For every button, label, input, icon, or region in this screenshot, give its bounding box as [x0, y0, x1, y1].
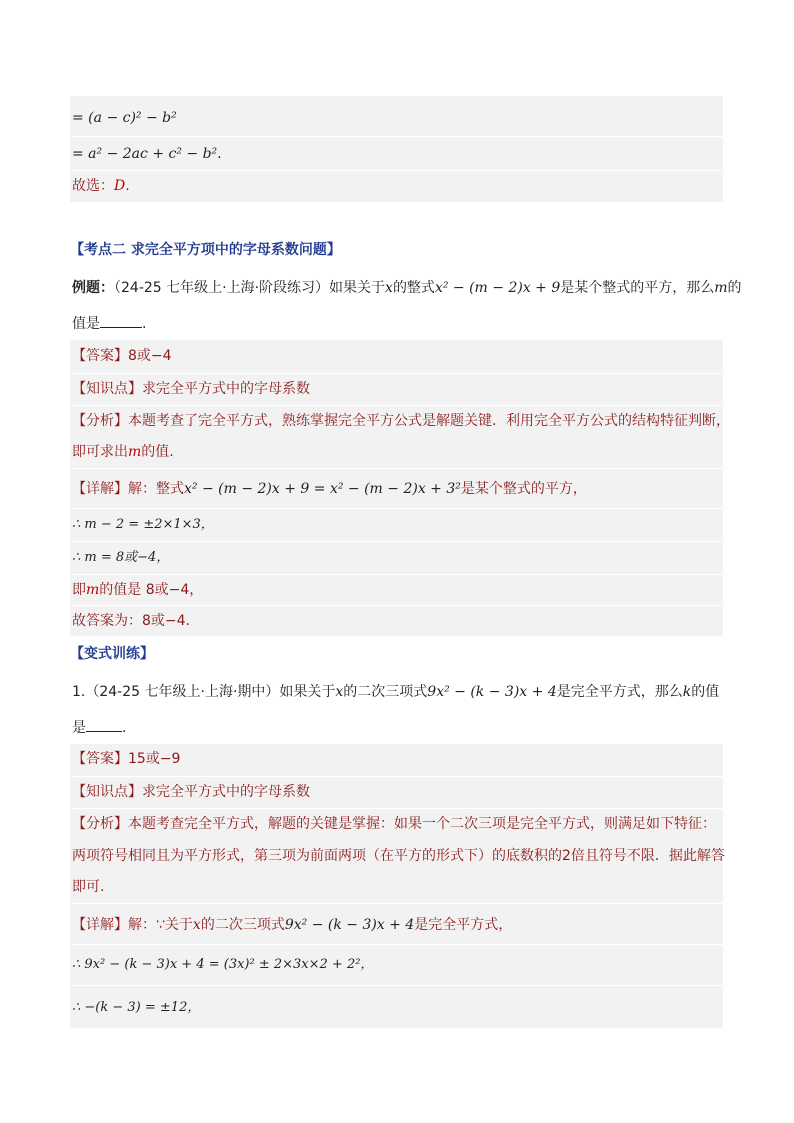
answer-line [72, 346, 172, 366]
choice-suffix: . [125, 178, 130, 194]
var-x: x [192, 917, 201, 933]
equation-line: = (a − c)² − b² [72, 110, 177, 126]
separator [70, 136, 723, 137]
detail-expression: 9x² − (k − 3)x + 4 [284, 917, 415, 933]
separator [70, 405, 723, 406]
detail-expression: x² − (m − 2)x + 9 = x² − (m − 2)x + 3² [184, 481, 461, 497]
variant-heading: 【变式训练】 [70, 646, 154, 662]
variant-question-line1 [72, 682, 719, 702]
detail-text: 是某个整式的平方， [460, 481, 587, 497]
detail-line [72, 479, 587, 499]
analysis-label: 【分析】 [72, 413, 128, 429]
question-text: . [122, 720, 127, 736]
analysis-text: 本题考查了完全平方式，熟练掌握完全平方公式是解题关键．利用完全平方公式的结构特征判断， [128, 413, 730, 429]
variant-question-line2 [72, 718, 126, 738]
separator [70, 508, 723, 509]
question-text: 是 [72, 720, 86, 736]
answer-line [72, 749, 180, 769]
step-line: ∴ m = 8或−4， [72, 550, 170, 565]
choice-answer: D [114, 178, 126, 194]
example-label: 例题： [72, 280, 114, 296]
separator [70, 808, 723, 809]
knowledge-label: 【知识点】 [72, 784, 142, 800]
analysis-line2: 两项符号相同且为平方形式，第三项为前面两项（在平方的形式下）的底数积的2倍且符号不限．据此解答 [72, 848, 725, 864]
question-text: （24-25 七年级上·上海·期中）如果关于 [85, 684, 336, 700]
separator [70, 944, 723, 945]
detail-line [72, 915, 512, 935]
separator [70, 985, 723, 986]
analysis-text: 本题考查完全平方式，解题的关键是掌握：如果一个二次三项是完全平方式，则满足如下特征： [128, 816, 716, 832]
step-line [72, 580, 203, 600]
example-text: （24-25 七年级上·上海·阶段练习）如果关于 [114, 280, 386, 296]
step-text: 的值是 8或−4， [99, 582, 204, 598]
detail-text: 解：整式 [128, 481, 184, 497]
detail-text: 是完全平方式， [414, 917, 513, 933]
detail-label: 【详解】 [72, 917, 128, 933]
answer-text: 8或−4 [128, 348, 172, 364]
step-line: 故答案为：8或−4. [72, 613, 190, 629]
separator [70, 574, 723, 575]
separator [70, 170, 723, 171]
knowledge-text: 求完全平方式中的字母系数 [142, 784, 310, 800]
step-line: ∴ 9x² − (k − 3)x + 4 = (3x)² ± 2×3x×2 + 2²， [72, 957, 374, 972]
step-text: 即 [72, 582, 86, 598]
question-text: 是完全平方式，那么 [556, 684, 683, 700]
detail-label: 【详解】 [72, 481, 128, 497]
var-m: m [714, 280, 728, 296]
separator [70, 468, 723, 469]
example-question-line2 [72, 314, 146, 334]
analysis-text: 的值. [141, 444, 174, 460]
example-expression: x² − (m − 2)x + 9 [434, 280, 561, 296]
example-text: 是某个整式的平方，那么 [560, 280, 715, 296]
choice-line [72, 176, 130, 196]
knowledge-line [72, 379, 310, 399]
question-number: 1. [72, 684, 86, 700]
example-text: 的 [727, 280, 742, 296]
var-x: x [335, 684, 344, 700]
choice-prefix: 故选： [72, 178, 114, 194]
answer-label: 【答案】 [72, 348, 128, 364]
analysis-line3: 即可. [72, 879, 105, 895]
equation-line: = a² − 2ac + c² − b². [72, 146, 222, 162]
answer-label: 【答案】 [72, 751, 128, 767]
var-k: k [682, 684, 692, 700]
knowledge-label: 【知识点】 [72, 381, 142, 397]
knowledge-text: 求完全平方式中的字母系数 [142, 381, 310, 397]
analysis-text: 即可求出 [72, 444, 128, 460]
step-line: ∴ m − 2 = ±2×1×3， [72, 517, 214, 532]
question-text: 的二次三项式 [343, 684, 428, 700]
analysis-line2 [72, 442, 174, 462]
answer-text: 15或−9 [128, 751, 181, 767]
example-question-line1 [72, 278, 742, 298]
separator [70, 373, 723, 374]
separator [70, 776, 723, 777]
var-m: m [128, 444, 142, 460]
question-text: 的值 [691, 684, 720, 700]
detail-text: 的二次三项式 [200, 917, 285, 933]
example-text: . [142, 316, 147, 332]
example-text: 值是 [72, 316, 100, 332]
section-heading: 【考点二 求完全平方项中的字母系数问题】 [70, 242, 341, 258]
var-m: m [86, 582, 100, 598]
var-x: x [385, 280, 393, 296]
separator [70, 605, 723, 606]
analysis-line1 [72, 411, 730, 431]
analysis-label: 【分析】 [72, 816, 128, 832]
separator [70, 541, 723, 542]
answer-blank [86, 719, 122, 732]
example-text: 的整式 [392, 280, 435, 296]
analysis-line1 [72, 814, 716, 834]
knowledge-line [72, 782, 310, 802]
separator [70, 903, 723, 904]
step-line: ∴ −(k − 3) = ±12， [72, 1000, 201, 1015]
question-expression: 9x² − (k − 3)x + 4 [427, 684, 557, 700]
answer-blank [100, 315, 142, 328]
detail-text: 解：∵关于 [128, 917, 193, 933]
